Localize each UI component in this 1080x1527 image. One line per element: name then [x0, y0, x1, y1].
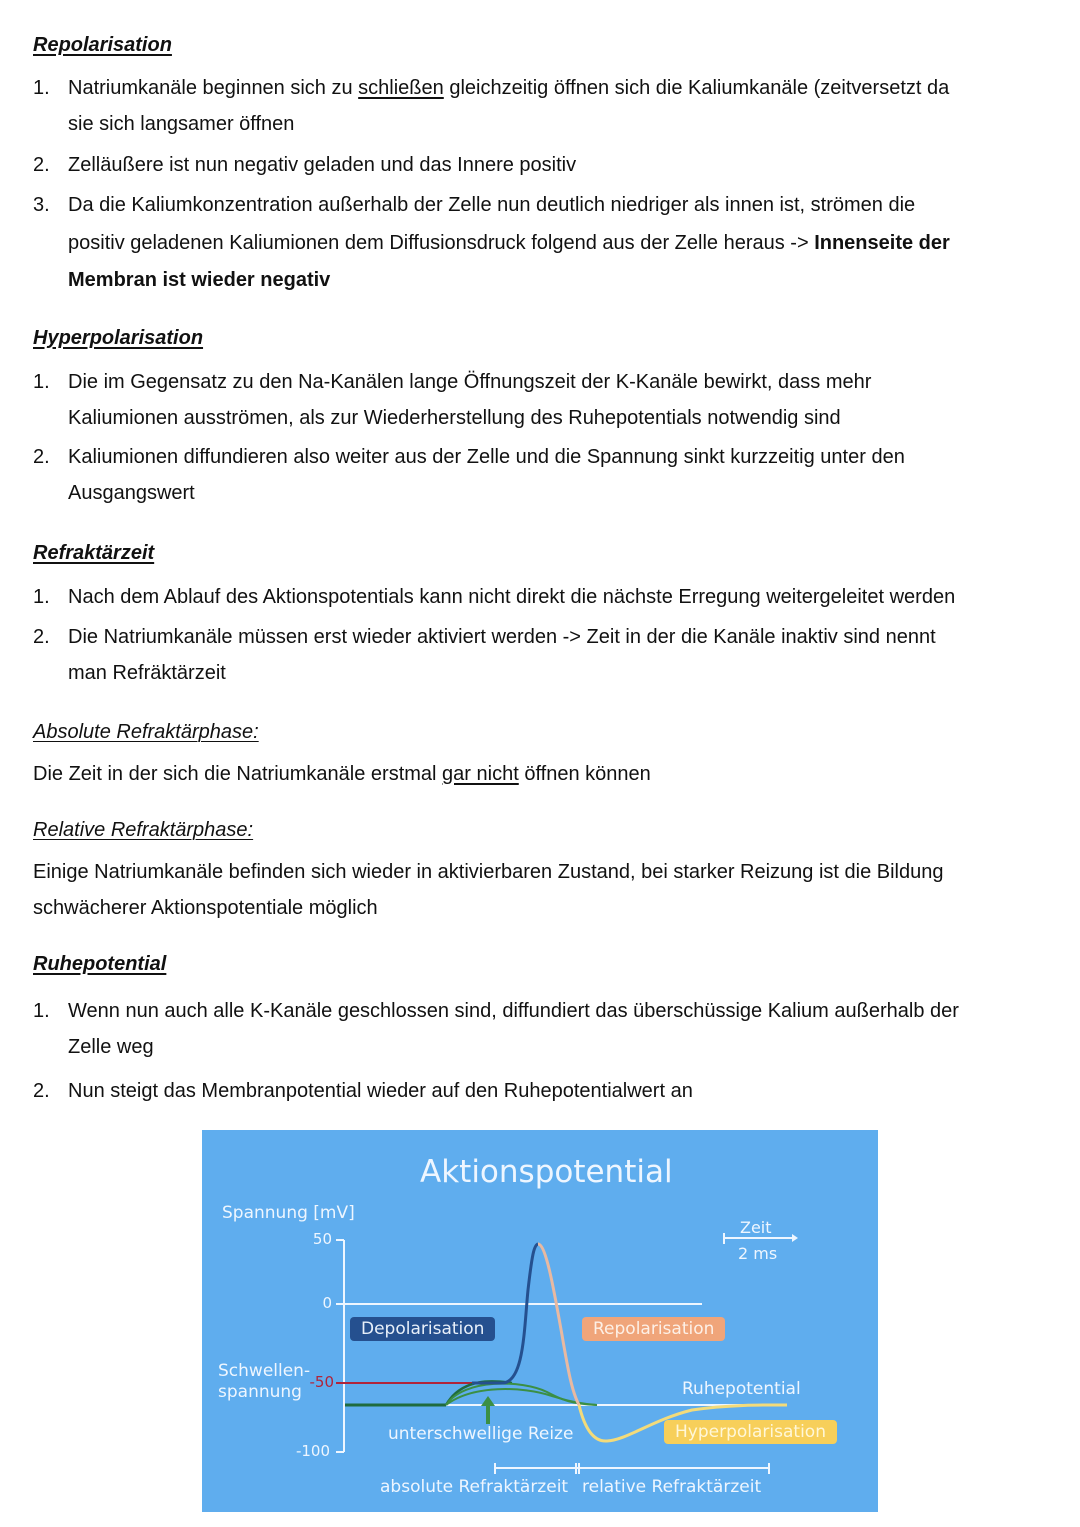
- subheading-absolute-refraktaerphase: Absolute Refraktärphase:: [33, 721, 259, 743]
- list-number: 1.: [33, 371, 50, 393]
- heading-refraktaerzeit: Refraktärzeit: [33, 542, 155, 564]
- time-scale-label: Zeit: [740, 1218, 772, 1237]
- text: Natriumkanäle beginnen sich zu: [68, 77, 359, 99]
- list-number: 1.: [33, 1000, 50, 1022]
- list-number: 1.: [33, 586, 50, 608]
- text: Zelläußere ist nun negativ geladen und das Innere positiv: [68, 154, 577, 176]
- label-absolute-refraktaerzeit: absolute Refraktärzeit: [380, 1477, 569, 1497]
- time-scale-value: 2 ms: [738, 1244, 778, 1263]
- text: gleichzeitig öffnen sich die Kaliumkanäle (zeitversetzt da: [443, 77, 950, 99]
- paragraph-absolute: [33, 756, 1053, 792]
- action-potential-diagram: [202, 1130, 878, 1512]
- tick-minus-50: -50: [309, 1373, 334, 1391]
- list-number: 2.: [33, 626, 50, 648]
- tick-minus-100: -100: [295, 1442, 330, 1460]
- text: Kaliumionen diffundieren also weiter aus der Zelle und die Spannung sinkt kurzzeitig unter den: [68, 446, 905, 468]
- text: man Refräktärzeit: [68, 662, 226, 684]
- text: Schwellen-: [218, 1361, 311, 1381]
- paragraph-relative: [33, 854, 1053, 926]
- text: Da die Kaliumkonzentration außerhalb der Zelle nun deutlich niedriger als innen ist, strömen die: [68, 194, 916, 216]
- text: Zelle weg: [68, 1036, 154, 1058]
- text: Die Natriumkanäle müssen erst wieder aktiviert werden -> Zeit in der die Kanäle inaktiv sind nennt: [68, 626, 936, 648]
- list-number: 2.: [33, 446, 50, 468]
- underlined-text: gar nicht: [442, 763, 519, 785]
- text: Nach dem Ablauf des Aktionspotentials kann nicht direkt die nächste Erregung weitergeleitet werden: [68, 586, 956, 608]
- text: Die Zeit in der sich die Natriumkanäle erstmal: [33, 763, 443, 785]
- label-ruhepotential: Ruhepotential: [682, 1379, 801, 1399]
- threshold-label: [218, 1361, 310, 1403]
- text: Wenn nun auch alle K-Kanäle geschlossen sind, diffundiert das überschüssige Kalium außerhalb der: [68, 1000, 959, 1022]
- text: sie sich langsamer öffnen: [68, 113, 295, 135]
- text: Einige Natriumkanäle befinden sich wieder in aktivierbaren Zustand, bei starker Reizung ist die Bildung: [33, 861, 944, 883]
- text: schwächerer Aktionspotentiale möglich: [33, 897, 378, 919]
- heading-ruhepotential: Ruhepotential: [33, 953, 167, 975]
- diagram-title: Aktionspotential: [420, 1154, 673, 1190]
- label-hyperpolarisation: Hyperpolarisation: [664, 1420, 837, 1444]
- text: positiv geladenen Kaliumionen dem Diffusionsdruck folgend aus der Zelle heraus ->: [68, 231, 815, 254]
- label-depolarisation: Depolarisation: [350, 1317, 495, 1341]
- text: Ausgangswert: [68, 482, 195, 504]
- tick-50: 50: [312, 1230, 332, 1248]
- list-number: 2.: [33, 1080, 50, 1102]
- text: spannung: [218, 1382, 302, 1402]
- tick-0: 0: [322, 1294, 332, 1312]
- text: Die im Gegensatz zu den Na-Kanälen lange Öffnungszeit der K-Kanäle bewirkt, dass mehr: [68, 371, 872, 393]
- heading-hyperpolarisation: Hyperpolarisation: [33, 327, 204, 349]
- list-number: 3.: [33, 194, 50, 216]
- list-number: 2.: [33, 154, 50, 176]
- bold-text: Membran ist wieder negativ: [68, 269, 331, 291]
- text: öffnen können: [518, 763, 651, 785]
- text: Kaliumionen ausströmen, als zur Wiederherstellung des Ruhepotentials notwendig sind: [68, 407, 841, 429]
- label-unterschwellige-reize: unterschwellige Reize: [388, 1424, 574, 1444]
- y-axis-label: Spannung [mV]: [222, 1203, 355, 1223]
- list-number: 1.: [33, 77, 50, 99]
- heading-repolarisation: Repolarisation: [33, 34, 172, 56]
- text: Nun steigt das Membranpotential wieder auf den Ruhepotentialwert an: [68, 1080, 693, 1102]
- label-relative-refraktaerzeit: relative Refraktärzeit: [582, 1477, 762, 1497]
- bold-text: Innenseite der: [814, 231, 950, 254]
- underlined-text: schließen: [358, 77, 444, 99]
- label-repolarisation: Repolarisation: [582, 1317, 725, 1341]
- subheading-relative-refraktaerphase: Relative Refraktärphase:: [33, 819, 254, 841]
